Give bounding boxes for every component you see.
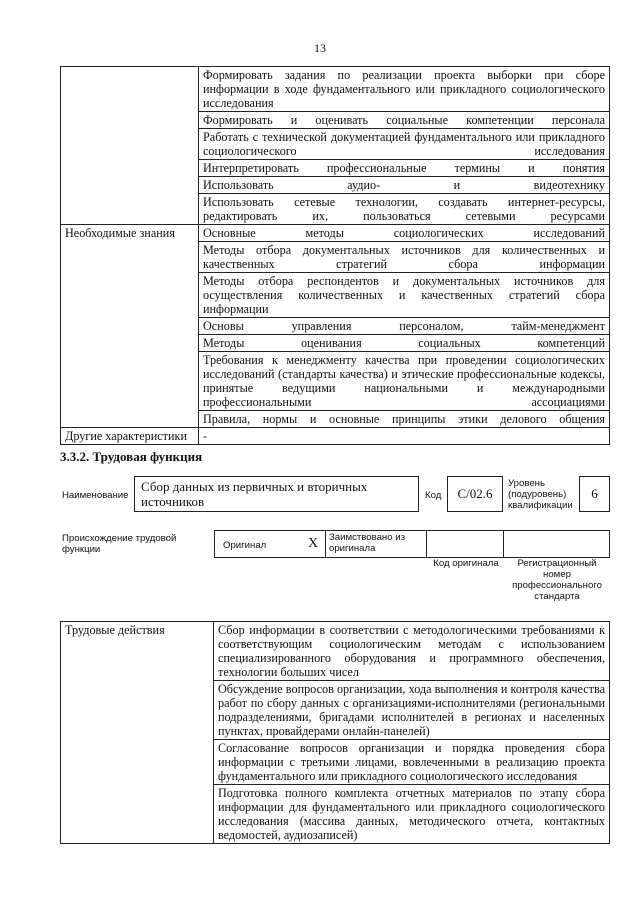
actions-label: Трудовые действия <box>61 622 214 844</box>
table-row <box>61 428 610 445</box>
knowledge-item: Методы отбора документальных источников для количественных и качественных стратегий сбора информации <box>199 242 610 273</box>
skill-item: Использовать аудио- и видеотехнику <box>199 177 610 194</box>
code-label: Код <box>425 490 442 501</box>
table-row <box>61 225 610 242</box>
function-name-box: Сбор данных из первичных и вторичных источников <box>134 476 419 512</box>
action-item: Сбор информации в соответствии с методологическими требованиями к соответствующим социологическим методам с использованием специализированного оборудования и программного обеспечения, технологии больших чисел <box>214 622 610 681</box>
divider <box>325 531 326 557</box>
borrowed-label: Заимствовано из оригинала <box>329 532 405 554</box>
skills-label-cell <box>61 67 199 225</box>
original-label: Оригинал <box>223 540 267 551</box>
knowledge-item: Методы оценивания социальных компетенций <box>199 335 610 352</box>
page-number: 13 <box>314 41 326 55</box>
origin-label: Происхождение трудовой функции <box>62 533 177 555</box>
table-row <box>61 67 610 112</box>
action-item: Подготовка полного комплекта отчетных материалов по этапу сбора информации для фундаментального или прикладного социологического исследования (массива данных, методического отчета, контактных ведомостей, аудиозаписей) <box>214 785 610 844</box>
name-label: Наименование <box>62 490 129 501</box>
knowledge-item: Основные методы социологических исследований <box>199 225 610 242</box>
other-characteristics-label: Другие характеристики <box>61 428 199 445</box>
skills-knowledge-table <box>60 66 610 445</box>
section-title: 3.3.2. Трудовая функция <box>60 449 203 464</box>
origin-box <box>214 530 610 558</box>
other-characteristics-value: - <box>199 428 610 445</box>
skill-item: Интерпретировать профессиональные термины и понятия <box>199 160 610 177</box>
skill-item: Формировать и оценивать социальные компетенции персонала <box>199 112 610 129</box>
labor-actions-table <box>60 621 610 844</box>
level-box: 6 <box>579 476 610 512</box>
original-mark: X <box>307 536 319 551</box>
divider <box>503 531 504 557</box>
skill-item: Формировать задания по реализации проекта выборки при сборе информации в ходе фундаментального или прикладного социологического исследования <box>199 67 610 112</box>
knowledge-item: Основы управления персоналом, тайм-менеджмент <box>199 318 610 335</box>
knowledge-item: Правила, нормы и основные принципы этики делового общения <box>199 411 610 428</box>
reg-number-label: Регистрационный номер профессионального стандарта <box>512 558 602 602</box>
code-box: С/02.6 <box>447 476 503 512</box>
level-label: Уровень (подуровень) квалификации <box>508 478 573 511</box>
knowledge-item: Требования к менеджменту качества при проведении социологических исследований (стандарты качества) и этические профессиональные кодексы, принятые ведущими национальными и международными профессиональными ассоциациями <box>199 352 610 411</box>
skill-item: Использовать сетевые технологии, создавать интернет-ресурсы, редактировать их, пользоваться сетевыми ресурсами <box>199 194 610 225</box>
table-row <box>61 622 610 681</box>
skill-item: Работать с технической документацией фундаментального или прикладного социологического исследования <box>199 129 610 160</box>
knowledge-label: Необходимые знания <box>61 225 199 428</box>
divider <box>426 531 427 557</box>
knowledge-item: Методы отбора респондентов и документальных источников для осуществления количественных и качественных стратегий сбора информации <box>199 273 610 318</box>
action-item: Согласование вопросов организации и порядка проведения сбора информации с третьими лицами, вовлеченными в реализацию проекта фундаментального или прикладного социологического исследования <box>214 740 610 785</box>
code-original-label: Код оригинала <box>433 558 499 569</box>
action-item: Обсуждение вопросов организации, хода выполнения и контроля качества работ по сбору данных с организациями-исполнителями (региональными подразделениями, бригадами исполнителей в регионах и населенных пунктах, провайдерами онлайн-панелей) <box>214 681 610 740</box>
